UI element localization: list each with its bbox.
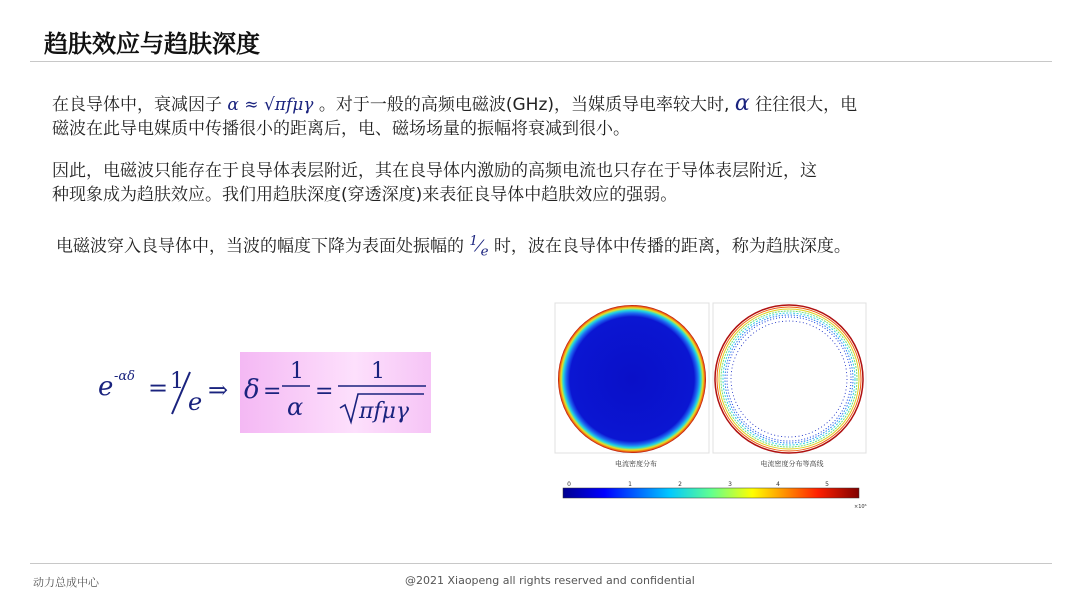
attenuation-formula: α ≈ √πfμγ (227, 95, 314, 115)
formula-equals-1: = (148, 374, 169, 402)
caption-current-density: 电流密度分布 (615, 460, 657, 468)
attenuation-text-b: 。对于一般的高频电磁波(GHz)，当媒质导电率较大时, (318, 95, 730, 115)
paragraph-skin-effect-line2: 种现象成为趋肤效应。我们用趋肤深度(穿透深度)来表征良导体中趋肤效应的强弱。 (52, 185, 678, 205)
formula-e-denom: e (188, 388, 203, 416)
title-divider (30, 61, 1052, 62)
fraction-denominator: e (480, 244, 489, 260)
paragraph-skin-depth (56, 230, 851, 265)
colorbar-tick: 3 (728, 481, 732, 488)
colorbar (563, 488, 859, 498)
paragraph-attenuation-line2: 磁波在此导电媒质中传播很小的距离后，电、磁场场量的振幅将衰减到很小。 (52, 119, 630, 139)
colorbar-tick: 0 (567, 481, 571, 488)
fraction-numerator: 1 (469, 234, 478, 249)
footer-divider (30, 563, 1052, 564)
paragraph-skin-effect-line1: 因此，电磁波只能存在于良导体表层附近，其在良导体内激励的高频电流也只存在于导体表层附近，这 (52, 161, 817, 181)
formula-exponent: -αδ (114, 369, 135, 384)
one-over-e-fraction: $^1⁄_e$ (469, 234, 489, 260)
skin-depth-text-a: 电磁波穿入良导体中，当波的幅度下降为表面处振幅的 (56, 236, 464, 257)
colorbar-tick: 1 (628, 481, 632, 488)
formula-one-b: 1 (290, 359, 304, 384)
alpha-symbol: α (734, 91, 750, 116)
colorbar-tick: 4 (776, 481, 780, 488)
formula-radicand: πfμγ (359, 399, 410, 424)
formula-equals-3: = (315, 379, 334, 404)
attenuation-text-c: 往往很大，电 (755, 95, 858, 115)
footer-copyright: @2021 Xiaopeng all rights reserved and confidential (405, 574, 695, 587)
formula-alpha: α (287, 393, 304, 421)
colorbar-ticks (567, 481, 829, 488)
current-density-disk (558, 305, 706, 453)
paragraph-attenuation (52, 92, 857, 141)
formula-equals-2: = (263, 379, 282, 404)
attenuation-text-a: 在良导体中，衰减因子 (52, 95, 222, 115)
formula-one-a: 1 (170, 369, 184, 394)
formula-e: e (98, 372, 114, 402)
current-density-figure (548, 298, 873, 516)
page-title: 趋肤效应与趋肤深度 (44, 30, 260, 58)
footer-department: 动力总成中心 (33, 576, 99, 589)
paragraph-skin-effect (52, 159, 817, 207)
paragraph-attenuation-line1 (52, 92, 857, 117)
caption-contour: 电流密度分布等高线 (760, 460, 824, 468)
colorbar-tick: 2 (678, 481, 682, 488)
skin-depth-formula (90, 350, 440, 436)
formula-arrow: ⇒ (208, 376, 229, 404)
colorbar-tick: 5 (825, 481, 829, 488)
formula-one-c: 1 (371, 359, 385, 384)
skin-depth-text-b: 时，波在良导体中传播的距离，称为趋肤深度。 (493, 236, 851, 257)
colorbar-exponent: ×10⁶ (854, 504, 867, 510)
formula-delta: δ (244, 375, 260, 405)
